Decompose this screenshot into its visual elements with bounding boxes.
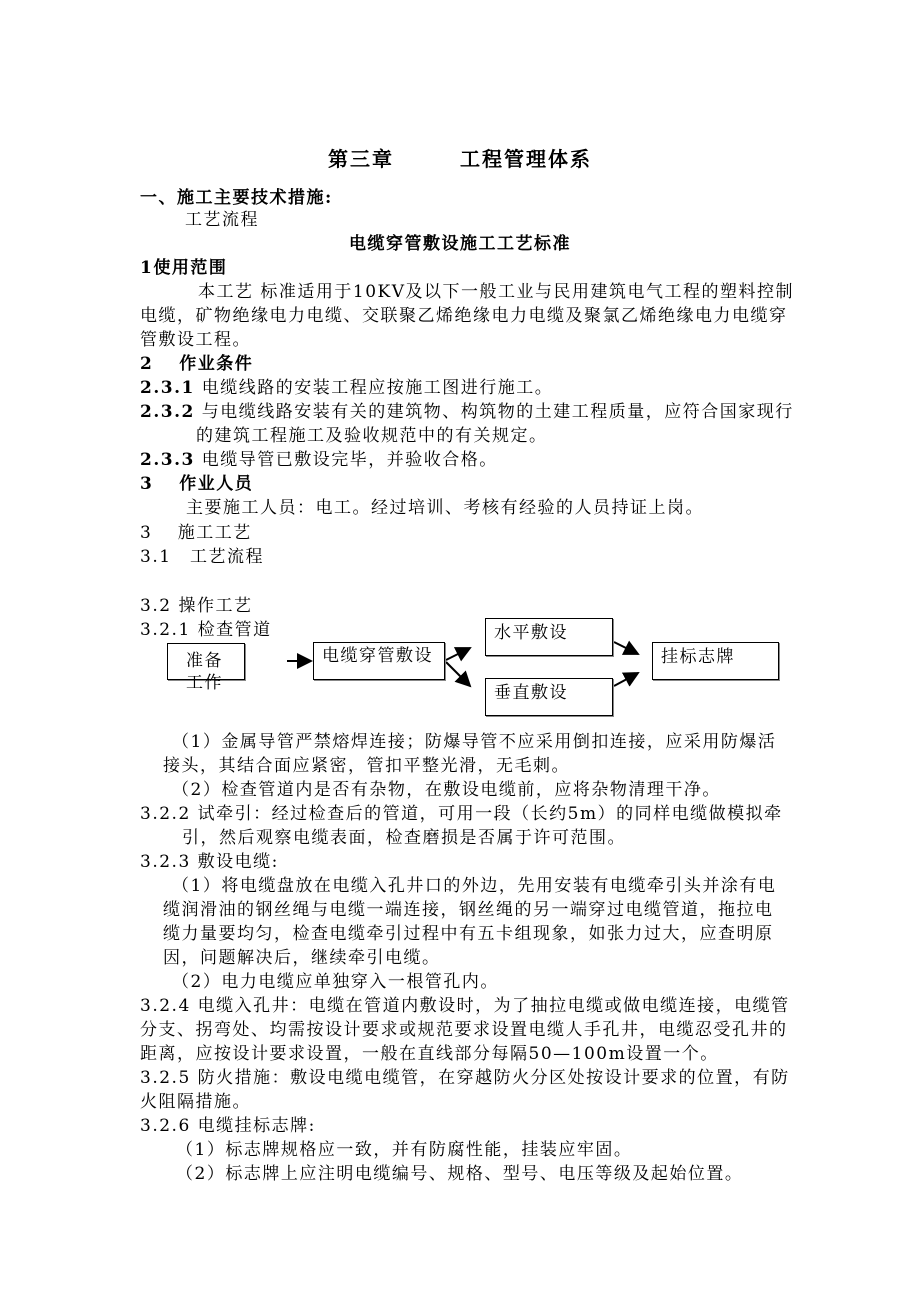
list-item: 缆力量要均匀，检查电缆牵引过程中有五卡组现象，如张力过大，应查明原 bbox=[163, 924, 774, 944]
list-item: （2）电力电缆应单独穿入一根管孔内。 bbox=[172, 972, 499, 992]
list-item: 接头，其结合面应紧密，管扣平整光滑，无毛刺。 bbox=[163, 756, 570, 776]
paragraph-line: 3.2.4 电缆入孔井：电缆在管道内敷设时，为了抽拉电缆或做电缆连接，电缆管 bbox=[140, 996, 790, 1016]
paragraph-line: 电缆，矿物绝缘电力电缆、交联聚乙烯绝缘电力电缆及聚氯乙烯绝缘电力电缆穿 bbox=[140, 306, 788, 326]
paragraph-line: 分支、拐弯处、均需按设计要求或规范要求设置电缆人手孔井，电缆忍受孔井的 bbox=[140, 1020, 788, 1040]
item-number: 2.3.2 bbox=[140, 402, 195, 422]
section-heading: 1使用范围 bbox=[140, 258, 228, 278]
list-item: 因，问题解决后，继续牵引电缆。 bbox=[163, 948, 441, 968]
section-heading: 一、施工主要技术措施: bbox=[140, 188, 333, 208]
flow-box-prepare: 准备工作 bbox=[167, 643, 245, 680]
item-text: 与电缆线路安装有关的建筑物、构筑物的土建工程质量，应符合国家现行 bbox=[201, 402, 794, 422]
list-item: （1）金属导管严禁熔焊连接；防爆导管不应采用倒扣连接，应采用防爆活 bbox=[172, 732, 777, 752]
flow-box-tag: 挂标志牌 bbox=[652, 642, 779, 680]
paragraph-line: 主要施工人员：电工。经过培训、考核有经验的人员持证上岗。 bbox=[186, 498, 704, 518]
chapter-title: 第三章 工程管理体系 bbox=[328, 147, 592, 171]
paragraph-line: 距离，应按设计要求设置，一般在直线部分每隔50—100m设置一个。 bbox=[140, 1044, 719, 1064]
list-item: （1）标志牌规格应一致，并有防腐性能，挂装应牢固。 bbox=[176, 1140, 633, 1160]
subheading: 3.2.6 电缆挂标志牌: bbox=[140, 1116, 316, 1136]
paragraph-line: 本工艺 标准适用于10KV及以下一般工业与民用建筑电气工程的塑料控制 bbox=[198, 282, 795, 302]
arrow bbox=[614, 673, 638, 686]
item-text: 电缆线路的安装工程应按施工图进行施工。 bbox=[201, 378, 554, 398]
flow-box-vertical: 垂直敷设 bbox=[485, 678, 613, 716]
section-heading: 3 作业人员 bbox=[140, 474, 254, 494]
item-text: 电缆导管已敷设完毕，并验收合格。 bbox=[201, 450, 498, 470]
item-text: 的建筑工程施工及验收规范中的有关规定。 bbox=[196, 426, 548, 446]
flow-box-thread: 电缆穿管敷设 bbox=[313, 642, 445, 680]
list-item: （2）标志牌上应注明电缆编号、规格、型号、电压等级及起始位置。 bbox=[176, 1164, 744, 1184]
subheading: 工艺流程 bbox=[185, 210, 259, 230]
paragraph-line: 火阻隔措施。 bbox=[140, 1092, 251, 1112]
list-item: （1）将电缆盘放在电缆入孔井口的外边，先用安装有电缆牵引头并涂有电 bbox=[172, 876, 777, 896]
section-heading: 2 作业条件 bbox=[140, 354, 254, 374]
list-item: 缆润滑油的钢丝绳与电缆一端连接，钢丝绳的另一端穿过电缆管道，拖拉电 bbox=[163, 900, 774, 920]
subheading: 3.2.3 敷设电缆: bbox=[140, 852, 279, 872]
paragraph-line: 管敷设工程。 bbox=[140, 330, 251, 350]
paragraph-line: 3.2.2 试牵引：经过检查后的管道，可用一段（长约5m）的同样电缆做模拟牵 bbox=[140, 804, 783, 824]
item-number: 2.3.3 bbox=[140, 450, 195, 470]
subheading: 3.2.1 检查管道 bbox=[140, 620, 272, 640]
section-heading: 3 施工工艺 bbox=[140, 523, 252, 543]
subheading: 3.1 工艺流程 bbox=[140, 547, 265, 567]
arrow bbox=[446, 662, 470, 686]
paragraph-line: 3.2.5 防火措施：敷设电缆电缆管，在穿越防火分区处按设计要求的位置，有防 bbox=[140, 1068, 790, 1088]
subheading: 3.2 操作工艺 bbox=[140, 596, 253, 616]
arrow bbox=[446, 648, 470, 660]
arrow bbox=[614, 642, 638, 654]
document-title: 电缆穿管敷设施工工艺标准 bbox=[349, 234, 571, 254]
paragraph-line: 引，然后观察电缆表面，检查磨损是否属于许可范围。 bbox=[182, 828, 626, 848]
flow-box-horizontal: 水平敷设 bbox=[485, 618, 613, 656]
list-item: （2）检查管道内是否有杂物，在敷设电缆前，应将杂物清理干净。 bbox=[172, 780, 721, 800]
item-number: 2.3.1 bbox=[140, 378, 195, 398]
